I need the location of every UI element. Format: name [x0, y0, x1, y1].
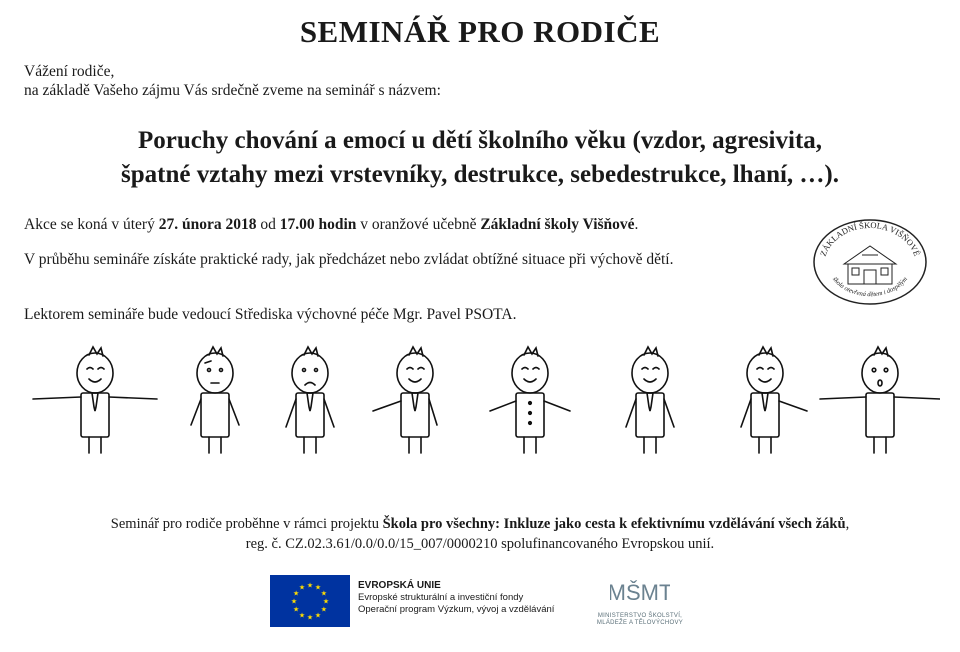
greeting-line-1: Vážení rodiče,	[24, 63, 115, 80]
eu-star-icon: ★	[314, 611, 322, 620]
eu-star-icon: ★	[322, 597, 330, 606]
footer-comma: ,	[845, 516, 850, 532]
figure-puzzled	[191, 347, 239, 453]
eu-logo-line-2: Evropské strukturální a investiční fondy	[358, 592, 524, 603]
event-place-pre: v oranžové učebně	[356, 216, 481, 233]
seal-bottom-text: škola otevřená dětem i dospělým	[831, 275, 909, 299]
event-end: .	[634, 216, 639, 233]
svg-text:škola otevřená dětem i dospělý	[831, 276, 909, 299]
page-title: SEMINÁŘ PRO RODIČE	[299, 14, 661, 49]
eu-star-icon: ★	[293, 589, 300, 598]
greeting-line-2: na základě Vašeho zájmu Vás srdečně zveme na seminář s názvem:	[24, 82, 441, 99]
seal-top-text: ZÁKLADNÍ ŠKOLA VIŠŇOVÉ	[817, 219, 923, 258]
msmt-line-2: MLÁDEŽE A TĚLOVÝCHOVY	[596, 620, 684, 626]
footer-line-2: reg. č. CZ.02.3.61/0.0/0.0/15_007/0000210 spolufinancovaného Evropskou unií.	[245, 536, 715, 552]
msmt-mark-icon	[610, 572, 670, 608]
event-school: Základní školy Višňové	[480, 216, 635, 233]
footer-line-1	[0, 514, 960, 534]
event-time: 17.00 hodin	[279, 216, 357, 233]
eu-star-icon: ★	[298, 611, 306, 620]
eu-star-icon: ★	[306, 581, 314, 590]
seminar-topic	[0, 124, 960, 192]
eu-star-icon: ★	[320, 605, 327, 614]
school-building-icon	[844, 246, 896, 284]
lecturer-paragraph: Lektorem semináře bude vedoucí Střediska výchovné péče Mgr. Pavel PSOTA.	[24, 306, 517, 323]
figure-happy-arms-out	[33, 347, 157, 453]
figure-sad	[286, 347, 334, 453]
eu-star-icon: ★	[290, 597, 298, 606]
eu-logo-text	[358, 580, 554, 616]
eu-star-icon: ★	[298, 583, 306, 592]
eu-star-icon: ★	[293, 605, 300, 614]
event-date: 27. února 2018	[158, 216, 257, 233]
eu-star-icon: ★	[314, 583, 322, 592]
event-details	[24, 215, 804, 234]
eu-flag-logo	[270, 575, 350, 627]
topic-line-1: Poruchy chování a emocí u dětí školního věku (vzdor, agresivita,	[137, 127, 823, 154]
msmt-mark: MŠMT	[610, 580, 670, 605]
eu-star-icon: ★	[306, 613, 314, 622]
figure-happy-tie	[626, 347, 674, 453]
stick-figures-illustration	[20, 345, 940, 455]
practical-advice-paragraph: V průběhu semináře získáte praktické rady, jak předcházet nebo zvládat obtížné situace při výchově dětí.	[24, 251, 674, 268]
greeting	[24, 62, 441, 100]
svg-text:ZÁKLADNÍ ŠKOLA VIŠŇOVÉ	[818, 220, 922, 258]
footer-project-name: Škola pro všechny: Inkluze jako cesta k efektivnímu vzdělávání všech žáků	[382, 516, 846, 532]
eu-stars-icon	[270, 575, 350, 627]
project-footer	[0, 514, 960, 554]
figure-happy-buttons	[490, 347, 570, 453]
eu-star-icon: ★	[320, 589, 327, 598]
event-mid: od	[256, 216, 280, 233]
topic-line-2: špatné vztahy mezi vrstevníky, destrukce, sebedestrukce, lhaní, …).	[120, 161, 840, 188]
msmt-line-1: MINISTERSTVO ŠKOLSTVÍ,	[597, 613, 683, 619]
footer-pre: Seminář pro rodiče proběhne v rámci projektu	[110, 516, 383, 532]
msmt-logo	[585, 572, 695, 632]
event-intro: Akce se koná v úterý	[24, 216, 159, 233]
school-seal-logo	[810, 216, 930, 306]
eu-logo-line-3: Operační program Výzkum, vývoj a vzdělávání	[358, 604, 555, 615]
figure-presenting-right	[741, 347, 807, 453]
figure-presenting	[373, 347, 437, 453]
eu-logo-head: EVROPSKÁ UNIE	[358, 580, 441, 591]
figure-surprised-arms-out	[820, 347, 940, 453]
